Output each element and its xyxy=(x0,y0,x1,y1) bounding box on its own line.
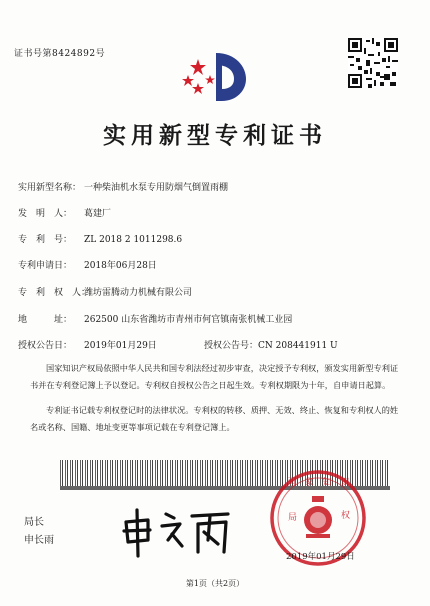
field-value: 2019年01月29日 xyxy=(84,341,157,351)
body-paragraph-2: 专利证书记载专利权登记时的法律状况。专利权的转移、质押、无效、终止、恢复和专利权人的姓名或名称、国籍、地址变更等事项记载在专利登记簿上。 xyxy=(30,405,399,432)
field-label: 发 明 人： xyxy=(18,209,73,219)
field-label: 实用新型名称： xyxy=(18,183,82,193)
field-value: 潍坊雷腾动力机械有限公司 xyxy=(84,288,193,298)
body-paragraph-1: 国家知识产权局依照中华人民共和国专利法经过初步审查，决定授予专利权，颁发实用新型专利证书并在专利登记簿上予以登记。专利权自授权公告之日起生效。专利权期限为十年，自申请日起算。 xyxy=(30,363,399,390)
field-value: 葛建厂 xyxy=(84,209,112,219)
field-label: 授权公告号： xyxy=(204,341,259,351)
field-application-date xyxy=(18,258,157,271)
field-label: 专利申请日： xyxy=(18,261,73,271)
field-label: 授权公告日： xyxy=(18,341,73,351)
seal-date: 2019年01月29日 xyxy=(286,552,355,562)
certificate-number: 证书号第8424892号 xyxy=(14,49,106,59)
field-value: CN 208441911 U xyxy=(258,341,338,351)
signatory-role: 局长 xyxy=(24,517,44,528)
svg-text:局: 局 xyxy=(288,513,298,523)
field-label: 专 利 权 人： xyxy=(18,288,91,298)
field-patentee xyxy=(18,285,192,298)
field-value: ZL 2018 2 1011298.6 xyxy=(84,235,183,245)
field-label: 地 址： xyxy=(18,315,73,325)
field-value: 2018年06月28日 xyxy=(84,261,157,271)
field-grant-date xyxy=(18,338,338,351)
handwritten-signature-icon xyxy=(118,500,238,560)
qr-code-icon xyxy=(348,38,398,88)
signatory-name: 申长雨 xyxy=(24,535,54,546)
field-value: 一种柴油机水泵专用防烟气倒置雨棚 xyxy=(84,183,229,193)
field-address xyxy=(18,312,292,325)
certificate-title: 实用新型专利证书 xyxy=(103,122,327,149)
field-value: 262500 山东省潍坊市青州市何官镇南张机械工业园 xyxy=(84,315,293,325)
cnipa-emblem-icon xyxy=(176,45,256,105)
field-label: 专 利 号： xyxy=(18,235,73,245)
field-patent-number xyxy=(18,232,182,245)
field-inventor xyxy=(18,206,111,219)
field-utility-model-name xyxy=(18,180,228,193)
svg-text:国 家 知 识: 国 家 知 识 xyxy=(286,478,350,488)
svg-text:权: 权 xyxy=(341,511,351,521)
page-number: 第1页（共2页） xyxy=(185,579,245,588)
